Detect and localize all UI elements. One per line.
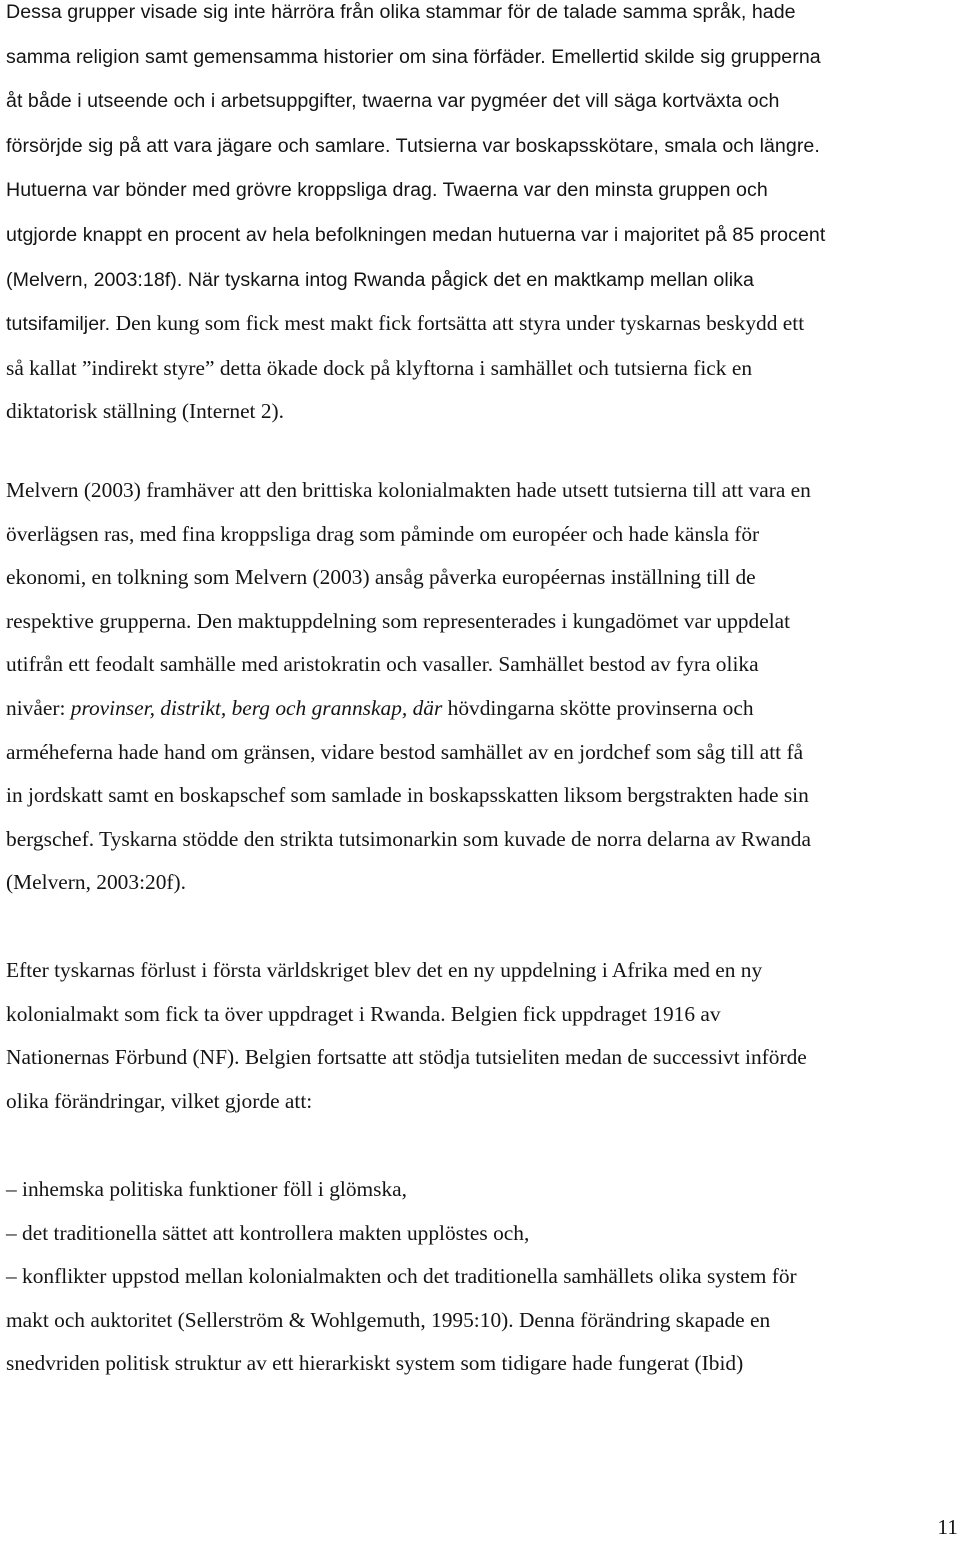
text-segment: snedvriden politisk struktur av ett hierarkiskt system som tidigare hade fungerat (Ibid) — [6, 1351, 744, 1376]
text-segment: så kallat ”indirekt styre” detta ökade dock på klyftorna i samhället och tutsierna fick en — [6, 355, 753, 380]
text-segment: kolonialmakt som fick ta över uppdraget i Rwanda. Belgien fick uppdraget 1916 av — [6, 1001, 721, 1026]
paragraph-3 — [6, 949, 807, 1123]
text-segment: utgjorde knappt en procent av hela befolkningen medan hutuerna var i majoritet på 85 procent — [6, 223, 826, 246]
document-page — [6, 0, 958, 1376]
text-line — [6, 0, 958, 35]
text-line — [6, 1168, 797, 1212]
text-segment: in jordskatt samt en boskapschef som samlade in boskapsskatten liksom bergstrakten hade sin — [6, 783, 809, 808]
text-segment: provinser, distrikt, berg och grannskap, där — [70, 695, 443, 720]
text-segment: arméheferna hade hand om gränsen, vidare bestod samhället av en jordchef som såg till att få — [6, 739, 804, 764]
text-segment: hövdingarna skötte provinserna och — [442, 695, 754, 720]
text-line — [6, 949, 807, 993]
text-segment: – det traditionella sättet att kontrollera makten upplöstes och, — [6, 1220, 530, 1245]
text-segment: Den kung som fick mest makt fick fortsätta att styra under tyskarnas beskydd ett — [115, 311, 805, 336]
paragraph-1 — [6, 0, 958, 434]
text-line — [6, 1212, 797, 1256]
text-segment: makt och auktoritet (Sellerström & Wohlgemuth, 1995:10). Denna förändring skapade en — [6, 1307, 771, 1332]
text-line — [6, 556, 811, 600]
text-line — [6, 1036, 807, 1080]
text-line — [6, 1080, 807, 1124]
text-segment: samma religion samt gemensamma historier om sina förfäder. Emellertid skilde sig grupperna — [6, 45, 821, 68]
text-segment: tutsifamiljer. — [6, 313, 116, 336]
page-number: 11 — [937, 1515, 958, 1539]
text-line — [6, 861, 811, 905]
text-line — [6, 993, 807, 1037]
text-segment: åt både i utseende och i arbetsuppgifter, twaerna var pygméer det vill säga kortväxta och — [6, 90, 780, 113]
text-segment: ekonomi, en tolkning som Melvern (2003) ansåg påverka européernas inställning till de — [6, 565, 756, 590]
text-line — [6, 731, 811, 775]
text-segment: – inhemska politiska funktioner föll i glömska, — [6, 1177, 408, 1201]
text-line — [6, 35, 958, 80]
text-line — [6, 1255, 797, 1299]
text-line — [6, 347, 958, 391]
text-line — [6, 774, 811, 818]
text-line — [6, 213, 958, 258]
text-segment: diktatorisk ställning (Internet 2). — [6, 399, 285, 424]
text-line — [6, 79, 958, 124]
paragraph-4 — [6, 1168, 797, 1386]
text-line — [6, 513, 811, 557]
text-line — [6, 818, 811, 862]
text-line — [6, 1342, 797, 1386]
text-segment: Efter tyskarnas förlust i första världskriget blev det en ny uppdelning i Afrika med en ny — [6, 958, 763, 982]
text-segment: Melvern (2003) framhäver att den brittiska kolonialmakten hade utsett tutsierna till att vara en — [6, 478, 811, 502]
text-segment: – konflikter uppstod mellan kolonialmakten och det traditionella samhällets olika system för — [6, 1264, 797, 1289]
text-line — [6, 687, 811, 731]
text-segment: Dessa grupper visade sig inte härröra från olika stammar för de talade samma språk, hade — [6, 1, 796, 23]
text-line — [6, 390, 958, 434]
text-segment: respektive grupperna. Den maktuppdelning som representerades i kungadömet var uppdelat — [6, 608, 791, 633]
text-line — [6, 258, 958, 303]
text-segment: försörjde sig på att vara jägare och samlare. Tutsierna var boskapsskötare, smala och längre. — [6, 134, 820, 157]
text-segment: utifrån ett feodalt samhälle med aristokratin och vasaller. Samhället bestod av fyra olika — [6, 652, 759, 677]
text-segment: nivåer: — [6, 695, 71, 720]
text-segment: (Melvern, 2003:20f). — [6, 870, 186, 895]
text-segment: Nationernas Förbund (NF). Belgien fortsatte att stödja tutsieliten medan de successivt införde — [6, 1045, 807, 1070]
text-line — [6, 168, 958, 213]
text-segment: överlägsen ras, med fina kroppsliga drag som påminde om européer och hade känsla för — [6, 521, 760, 546]
text-line — [6, 302, 958, 347]
text-segment: Hutuerna var bönder med grövre kroppsliga drag. Twaerna var den minsta gruppen och — [6, 179, 768, 202]
text-line — [6, 1299, 797, 1343]
text-segment: bergschef. Tyskarna stödde den strikta tutsimonarkin som kuvade de norra delarna av Rwanda — [6, 826, 811, 851]
text-line — [6, 124, 958, 169]
text-segment: olika förändringar, vilket gjorde att: — [6, 1088, 313, 1113]
text-segment: (Melvern, 2003:18f). När tyskarna intog Rwanda pågick det en maktkamp mellan olika — [6, 268, 754, 291]
text-line — [6, 643, 811, 687]
text-line — [6, 600, 811, 644]
text-line — [6, 469, 811, 513]
paragraph-2 — [6, 469, 811, 905]
